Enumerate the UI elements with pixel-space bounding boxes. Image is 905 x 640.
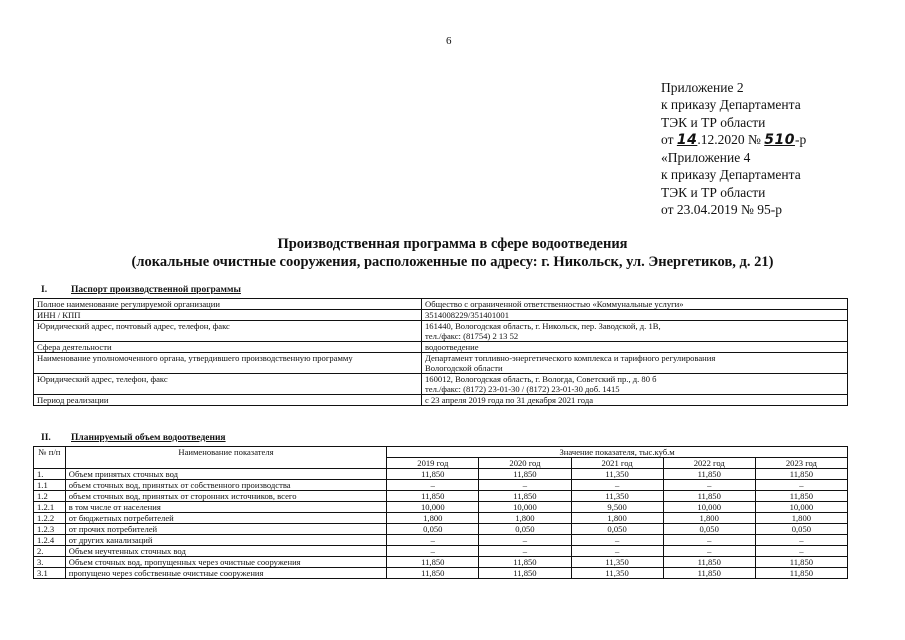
header-value: Значение показателя, тыс.куб.м <box>387 447 848 458</box>
row-value: – <box>755 480 847 491</box>
passport-row <box>34 353 848 374</box>
section-title: Планируемый объем водоотведения <box>71 433 226 443</box>
row-name: объем сточных вод, принятых от сторонних источников, всего <box>65 491 387 502</box>
passport-value-line: 3514008229/351401001 <box>425 310 510 320</box>
row-name: пропущено через собственные очистные сооружения <box>65 568 387 579</box>
passport-label: Наименование уполномоченного органа, утвердившего производственную программу <box>34 353 422 374</box>
year-header: 2021 год <box>571 458 663 469</box>
row-name: Объем неучтенных сточных вод <box>65 546 387 557</box>
passport-row <box>34 374 848 395</box>
appendix-block <box>661 79 806 218</box>
row-name: от других канализаций <box>65 535 387 546</box>
row-number: 1.2.2 <box>34 513 66 524</box>
row-value: 11,850 <box>663 557 755 568</box>
volume-row <box>34 568 848 579</box>
row-value: 0,050 <box>387 524 479 535</box>
passport-label: Период реализации <box>34 395 422 406</box>
passport-label: Юридический адрес, телефон, факс <box>34 374 422 395</box>
row-value: – <box>663 546 755 557</box>
passport-value <box>422 374 848 395</box>
row-value: – <box>755 546 847 557</box>
row-value: 1,800 <box>755 513 847 524</box>
row-value: – <box>479 480 571 491</box>
header-name: Наименование показателя <box>65 447 387 469</box>
appendix-order-line <box>661 131 806 149</box>
volume-row <box>34 502 848 513</box>
passport-value-line: Вологодской области <box>425 363 503 373</box>
handwritten-day: 14 <box>676 131 698 148</box>
section-title: Паспорт производственной программы <box>71 285 241 295</box>
volume-row <box>34 513 848 524</box>
passport-value <box>422 310 848 321</box>
section-number: II. <box>41 433 51 443</box>
row-value: 11,850 <box>479 568 571 579</box>
row-value: 11,850 <box>479 491 571 502</box>
row-value: – <box>571 480 663 491</box>
appendix-order-prefix: от <box>661 131 674 147</box>
volume-row <box>34 524 848 535</box>
passport-value <box>422 299 848 310</box>
title-line-2: (локальные очистные сооружения, расположенные по адресу: г. Никольск, ул. Энергетиков, д. 21) <box>131 253 774 270</box>
row-value: 9,500 <box>571 502 663 513</box>
row-value: 0,050 <box>479 524 571 535</box>
row-value: 11,350 <box>571 568 663 579</box>
appendix-line: «Приложение 4 <box>661 150 751 166</box>
section-heading-volume <box>41 433 226 443</box>
passport-label: Полное наименование регулируемой организации <box>34 299 422 310</box>
row-value: 10,000 <box>479 502 571 513</box>
row-value: 11,350 <box>571 491 663 502</box>
passport-row <box>34 395 848 406</box>
row-value: 11,850 <box>663 469 755 480</box>
row-value: 11,850 <box>387 469 479 480</box>
row-value: 0,050 <box>663 524 755 535</box>
passport-label: Сфера деятельности <box>34 342 422 353</box>
section-heading-passport <box>41 285 241 295</box>
page-number: 6 <box>446 35 452 47</box>
row-value: – <box>663 535 755 546</box>
handwritten-number: 510 <box>764 131 795 148</box>
row-name: от прочих потребителей <box>65 524 387 535</box>
passport-value-line: тел./факс: (8172) 23-01-30 / (8172) 23-01-30 доб. 1415 <box>425 384 620 394</box>
row-value: 11,350 <box>571 557 663 568</box>
row-value: 10,000 <box>663 502 755 513</box>
row-value: 11,850 <box>663 568 755 579</box>
row-value: 11,850 <box>755 557 847 568</box>
appendix-line: ТЭК и ТР области <box>661 184 766 200</box>
year-header: 2020 год <box>479 458 571 469</box>
appendix-order-suffix: -р <box>794 131 807 147</box>
row-name: от бюджетных потребителей <box>65 513 387 524</box>
row-value: 11,850 <box>755 568 847 579</box>
passport-value-line: 160012, Вологодская область, г. Вологда, Советский пр., д. 80 б <box>425 374 657 384</box>
row-number: 3. <box>34 557 66 568</box>
passport-value <box>422 342 848 353</box>
row-value: – <box>571 535 663 546</box>
row-value: – <box>571 546 663 557</box>
volume-header-row <box>34 447 848 458</box>
appendix-line: Приложение 2 <box>661 80 744 95</box>
passport-row <box>34 299 848 310</box>
row-value: – <box>387 480 479 491</box>
row-number: 1.2.3 <box>34 524 66 535</box>
row-value: – <box>387 546 479 557</box>
volume-table <box>33 446 848 579</box>
row-value: 1,800 <box>387 513 479 524</box>
row-name: в том числе от населения <box>65 502 387 513</box>
row-value: – <box>479 535 571 546</box>
row-value: – <box>663 480 755 491</box>
row-number: 2. <box>34 546 66 557</box>
row-value: 10,000 <box>387 502 479 513</box>
title-line-1: Производственная программа в сфере водоотведения <box>277 236 628 252</box>
passport-row <box>34 342 848 353</box>
header-num: № п/п <box>34 447 66 469</box>
passport-value <box>422 353 848 374</box>
row-value: 11,350 <box>571 469 663 480</box>
row-value: 11,850 <box>663 491 755 502</box>
passport-row <box>34 310 848 321</box>
volume-row <box>34 546 848 557</box>
row-value: 11,850 <box>387 557 479 568</box>
row-number: 1. <box>34 469 66 480</box>
row-number: 1.2.1 <box>34 502 66 513</box>
row-value: – <box>479 546 571 557</box>
appendix-line: от 23.04.2019 № 95-р <box>661 202 782 218</box>
appendix-line: к приказу Департамента <box>661 167 801 183</box>
passport-value-line: Департамент топливно-энергетического комплекса и тарифного регулирования <box>425 353 716 363</box>
row-value: 11,850 <box>755 469 847 480</box>
section-number: I. <box>41 285 48 295</box>
passport-value-line: 161440, Вологодская область, г. Никольск, пер. Заводской, д. 1В, <box>425 321 661 331</box>
passport-value-line: с 23 апреля 2019 года по 31 декабря 2021 года <box>425 395 594 405</box>
passport-label: Юридический адрес, почтовый адрес, телефон, факс <box>34 321 422 342</box>
row-number: 3.1 <box>34 568 66 579</box>
passport-value-line: тел./факс: (81754) 2 13 52 <box>425 331 519 341</box>
row-value: 11,850 <box>387 491 479 502</box>
row-value: – <box>755 535 847 546</box>
appendix-order-mid: .12.2020 № <box>697 131 761 147</box>
row-value: 0,050 <box>755 524 847 535</box>
passport-row <box>34 321 848 342</box>
volume-row <box>34 535 848 546</box>
row-name: Объем сточных вод, пропущенных через очистные сооружения <box>65 557 387 568</box>
passport-value-line: водоотведение <box>425 342 479 352</box>
volume-row <box>34 469 848 480</box>
row-name: Объем принятых сточных вод <box>65 469 387 480</box>
row-value: 11,850 <box>387 568 479 579</box>
year-header: 2019 год <box>387 458 479 469</box>
row-value: 11,850 <box>479 469 571 480</box>
passport-value <box>422 321 848 342</box>
passport-label: ИНН / КПП <box>34 310 422 321</box>
row-value: 1,800 <box>663 513 755 524</box>
row-name: объем сточных вод, принятых от собственного производства <box>65 480 387 491</box>
year-header: 2023 год <box>755 458 847 469</box>
passport-value <box>422 395 848 406</box>
year-header: 2022 год <box>663 458 755 469</box>
passport-table <box>33 298 848 406</box>
row-value: 1,800 <box>479 513 571 524</box>
appendix-line: ТЭК и ТР области <box>661 114 766 130</box>
row-value: 10,000 <box>755 502 847 513</box>
row-number: 1.1 <box>34 480 66 491</box>
row-value: 11,850 <box>755 491 847 502</box>
row-value: 1,800 <box>571 513 663 524</box>
volume-row <box>34 480 848 491</box>
row-number: 1.2 <box>34 491 66 502</box>
passport-value-line: Общество с ограниченной ответственностью «Коммунальные услуги» <box>425 299 684 309</box>
row-value: 11,850 <box>479 557 571 568</box>
volume-row <box>34 491 848 502</box>
row-number: 1.2.4 <box>34 535 66 546</box>
volume-row <box>34 557 848 568</box>
row-value: 0,050 <box>571 524 663 535</box>
appendix-line: к приказу Департамента <box>661 97 801 113</box>
row-value: – <box>387 535 479 546</box>
document-title <box>0 236 905 271</box>
